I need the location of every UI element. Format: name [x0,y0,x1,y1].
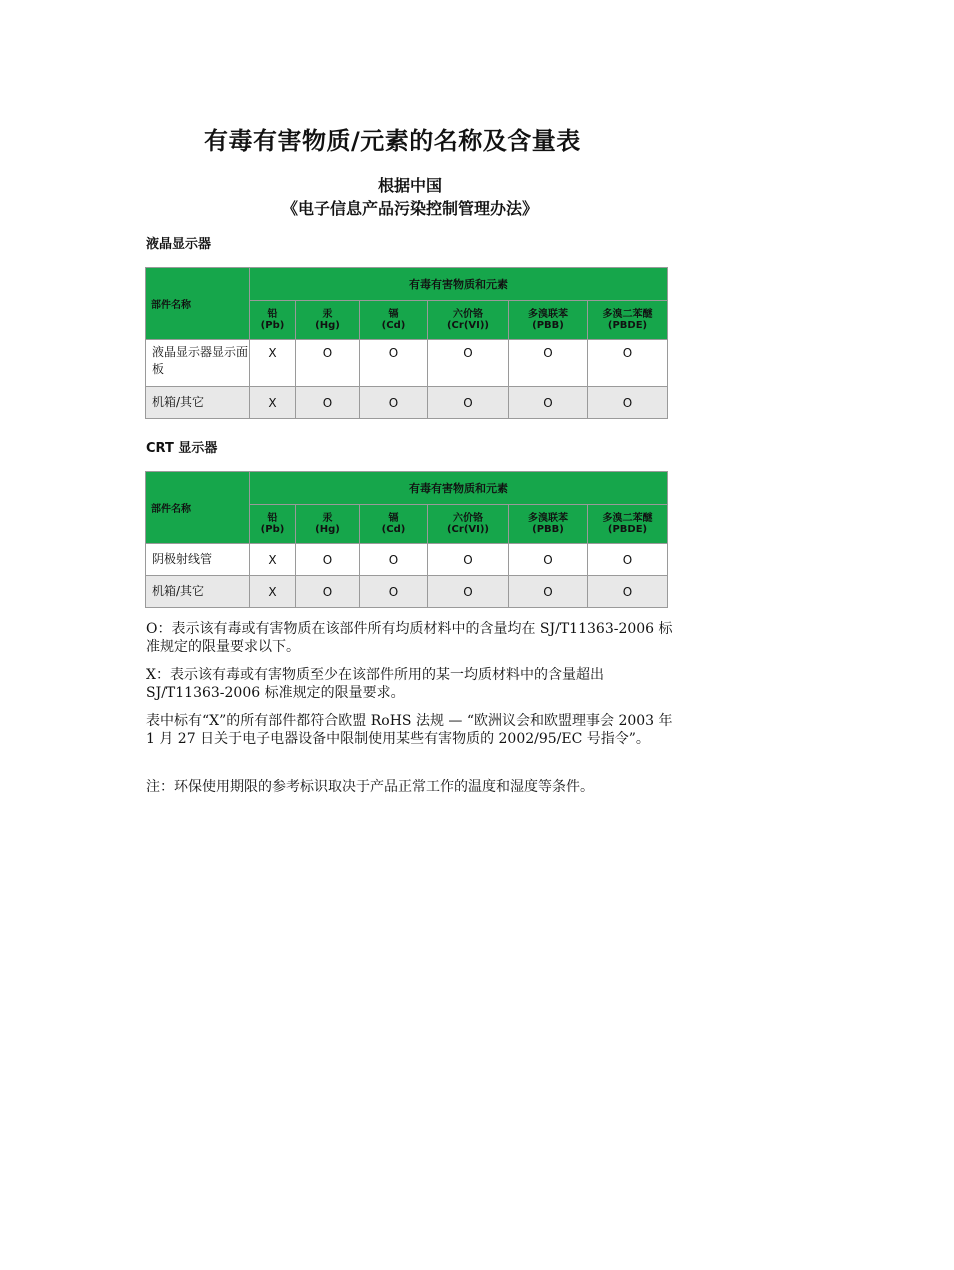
value-cell: O [360,340,428,387]
column-header-pb: 铅 (Pb) [250,301,296,340]
column-header-hg: 汞 (Hg) [296,505,360,544]
part-name-header: 部件名称 [146,268,250,340]
crt-section-title: CRT 显示器 [146,441,218,456]
note-environmental-period: 注：环保使用期限的参考标识取决于产品正常工作的温度和湿度等条件。 [146,779,594,795]
value-cell: O [588,387,668,419]
note-x-definition: X：表示该有毒或有害物质至少在该部件所用的某一均质材料中的含量超出 SJ/T11363-2006 标准规定的限量要求。 [146,667,604,701]
column-header-crvi: 六价铬 (Cr(VI)) [428,505,509,544]
table-row [146,576,668,608]
substance-group-header: 有毒有害物质和元素 [250,472,668,505]
value-cell: X [250,340,296,387]
lcd-substance-table [145,267,668,419]
note-o-definition: O：表示该有毒或有害物质在该部件所有均质材料中的含量均在 SJ/T11363-2006 标准规定的限量要求以下。 [146,621,673,655]
column-header-cd: 镉 (Cd) [360,301,428,340]
value-cell: O [428,576,509,608]
column-header-hg: 汞 (Hg) [296,301,360,340]
table-row [146,340,668,387]
column-header-pbb: 多溴联苯 (PBB) [509,505,588,544]
part-name-cell: 阴极射线管 [146,544,250,576]
subtitle-line2: 《电子信息产品污染控制管理办法》 [281,199,538,218]
substance-group-header: 有毒有害物质和元素 [250,268,668,301]
value-cell: O [509,387,588,419]
part-name-cell: 机箱/其它 [146,576,250,608]
table-row [146,387,668,419]
value-cell: O [509,340,588,387]
column-header-pbde: 多溴二苯醚 (PBDE) [588,505,668,544]
value-cell: O [588,340,668,387]
part-name-cell: 液晶显示器显示面板 [146,340,250,387]
column-header-cd: 镉 (Cd) [360,505,428,544]
value-cell: O [296,340,360,387]
part-name-cell: 机箱/其它 [146,387,250,419]
value-cell: O [296,576,360,608]
value-cell: O [428,544,509,576]
value-cell: X [250,576,296,608]
part-name-header: 部件名称 [146,472,250,544]
value-cell: X [250,544,296,576]
note-rohs-compliance: 表中标有“X”的所有部件都符合欧盟 RoHS 法规 — “欧洲议会和欧盟理事会 2003 年 1 月 27 日关于电子电器设备中限制使用某些有害物质的 2002/95/EC 号指令”。 [146,713,673,747]
value-cell: O [428,387,509,419]
lcd-section-title: 液晶显示器 [146,237,212,252]
value-cell: O [296,544,360,576]
page-title: 有毒有害物质/元素的名称及含量表 [204,127,581,155]
column-header-pbde: 多溴二苯醚 (PBDE) [588,301,668,340]
value-cell: O [588,576,668,608]
value-cell: O [509,544,588,576]
value-cell: O [360,576,428,608]
crt-substance-table [145,471,668,608]
value-cell: O [588,544,668,576]
value-cell: X [250,387,296,419]
value-cell: O [360,387,428,419]
subtitle-line1: 根据中国 [377,176,442,195]
value-cell: O [296,387,360,419]
column-header-crvi: 六价铬 (Cr(VI)) [428,301,509,340]
value-cell: O [428,340,509,387]
column-header-pbb: 多溴联苯 (PBB) [509,301,588,340]
value-cell: O [360,544,428,576]
value-cell: O [509,576,588,608]
table-row [146,544,668,576]
column-header-pb: 铅 (Pb) [250,505,296,544]
